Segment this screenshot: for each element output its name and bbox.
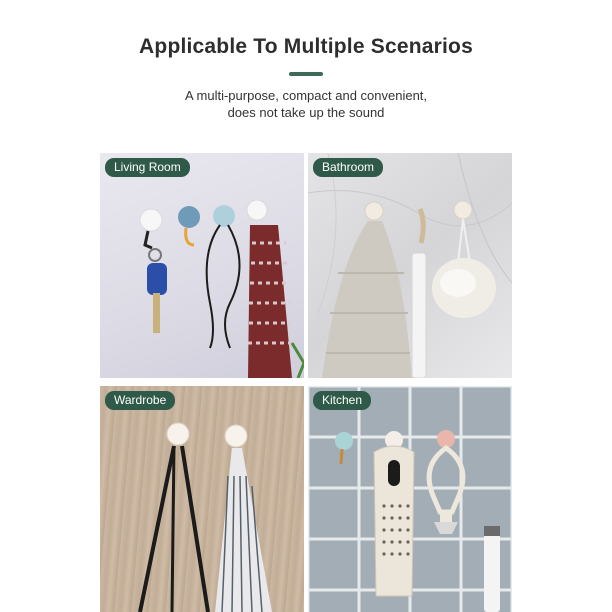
- bathroom-photo: [308, 153, 512, 378]
- panel-kitchen: [308, 386, 512, 612]
- subtitle: [0, 87, 612, 121]
- page-title: Applicable To Multiple Scenarios: [139, 35, 473, 58]
- wardrobe-photo: [100, 386, 304, 612]
- kitchen-photo: [308, 386, 512, 612]
- label-bathroom: Bathroom: [313, 158, 383, 177]
- label-living-room: Living Room: [105, 158, 190, 177]
- living-room-photo: [100, 153, 304, 378]
- label-kitchen: Kitchen: [313, 391, 371, 410]
- label-wardrobe: Wardrobe: [105, 391, 175, 410]
- subtitle-line-2: does not take up the sound: [227, 105, 385, 120]
- subtitle-line-1: A multi-purpose, compact and convenient,: [184, 88, 428, 103]
- title-underline: [289, 72, 323, 76]
- panel-bathroom: [308, 153, 512, 378]
- panel-wardrobe: [100, 386, 304, 612]
- panel-living-room: [100, 153, 304, 378]
